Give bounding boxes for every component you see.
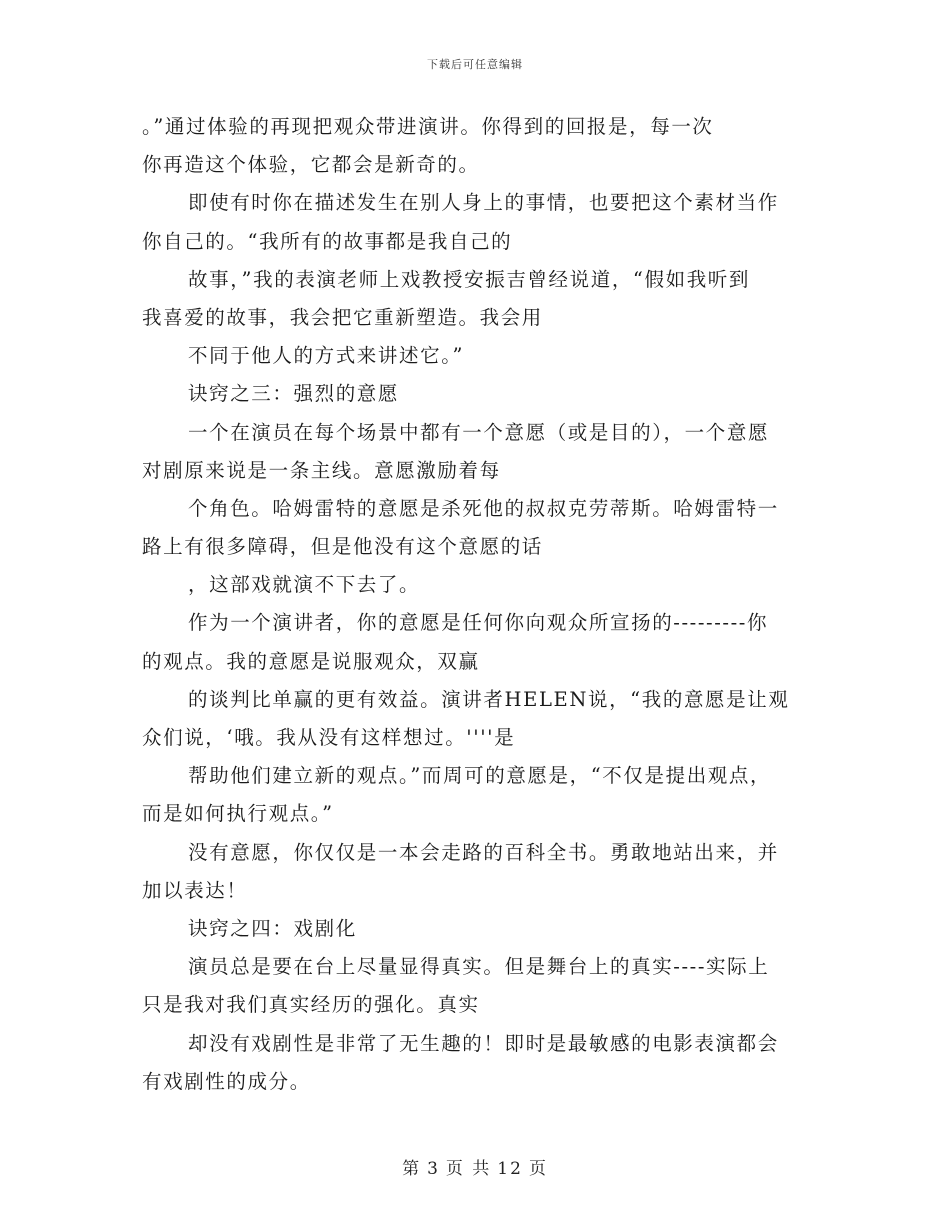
text-line: 众们说，‘哦。我从没有这样想过。''''是 <box>142 726 516 749</box>
text-line: 故事，”我的表演老师上戏教授安振吉曾经说道，“假如我听到 <box>188 267 750 291</box>
text-line: 加以表达！ <box>142 878 248 902</box>
footer-current-page: 3 <box>427 1159 440 1179</box>
text-line: 。”通过体验的再现把观众带进演讲。你得到的回报是，每一次 <box>142 115 714 138</box>
text-line: 个角色。哈姆雷特的意愿是杀死他的叔叔克劳蒂斯。哈姆雷特一 <box>188 496 779 520</box>
text-line: 的观点。我的意愿是说服观众，双赢 <box>142 649 480 673</box>
text-line: 而是如何执行观点。” <box>142 802 334 826</box>
text-line: 一个在演员在每个场景中都有一个意愿（或是目的），一个意愿 <box>188 420 770 444</box>
text-line: 作为一个演讲者，你的意愿是任何你向观众所宣扬的---------你 <box>188 611 769 635</box>
text-line: 诀窍之四：戏剧化 <box>188 916 357 940</box>
text-line: 诀窍之三：强烈的意愿 <box>188 382 400 406</box>
text-line: 的谈判比单赢的更有效益。演讲者HELEN说，“我的意愿是让观 <box>188 687 790 711</box>
page-footer <box>0 1154 950 1179</box>
page-header: 下载后可任意编辑 <box>427 58 523 71</box>
text-line: 帮助他们建立新的观点。”而周可的意愿是，“不仅是提出观点， <box>188 764 772 788</box>
footer-middle: 页 共 <box>445 1159 492 1179</box>
text-line: 即使有时你在描述发生在别人身上的事情，也要把这个素材当作 <box>188 191 779 215</box>
text-line: 我喜爱的故事，我会把它重新塑造。我会用 <box>142 305 543 329</box>
text-line: ，这部戏就演不下去了。 <box>188 573 421 597</box>
text-line: 你再造这个体验，它都会是新奇的。 <box>142 153 480 177</box>
text-line: 没有意愿，你仅仅是一本会走路的百科全书。勇敢地站出来，并 <box>188 840 779 864</box>
text-line: 有戏剧性的成分。 <box>142 1069 311 1093</box>
text-line: 你自己的。“我所有的故事都是我自己的 <box>142 229 513 253</box>
text-line: 演员总是要在台上尽量显得真实。但是舞台上的真实----实际上 <box>188 955 770 979</box>
text-line: 路上有很多障碍，但是他没有这个意愿的话 <box>142 535 543 559</box>
text-line: 只是我对我们真实经历的强化。真实 <box>142 993 480 1017</box>
text-line: 却没有戏剧性是非常了无生趣的！即时是最敏感的电影表演都会 <box>188 1031 779 1055</box>
text-line: 不同于他人的方式来讲述它。” <box>188 344 465 368</box>
footer-total-pages: 12 <box>497 1159 523 1179</box>
footer-suffix: 页 <box>528 1159 548 1179</box>
document-body <box>142 108 802 1101</box>
footer-prefix: 第 <box>402 1159 422 1179</box>
text-line: 对剧原来说是一条主线。意愿激励着每 <box>142 458 501 482</box>
